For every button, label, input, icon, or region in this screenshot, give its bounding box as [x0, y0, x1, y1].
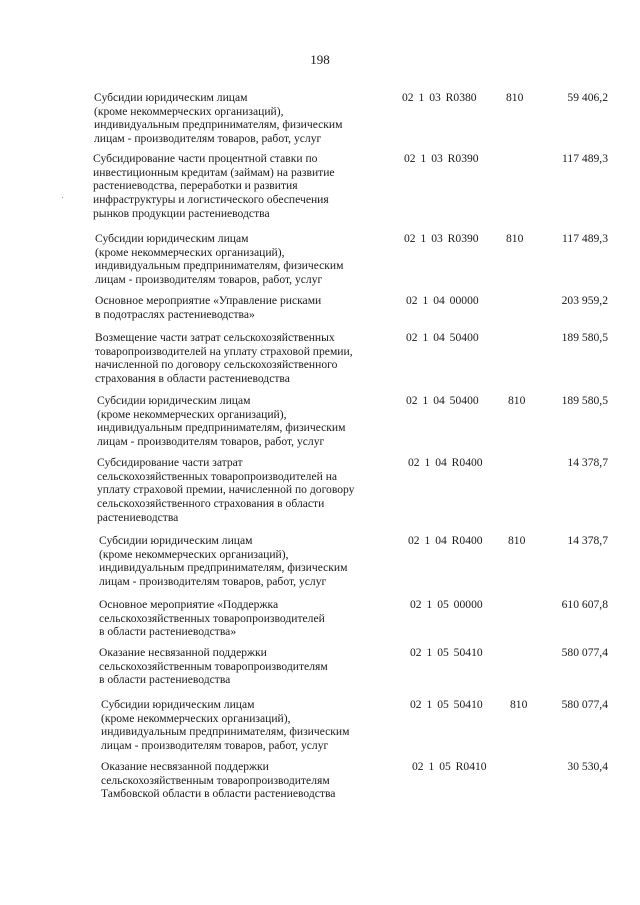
row-name-line: (кроме некоммерческих организаций), — [94, 104, 284, 118]
row-sum: 117 489,3 — [562, 232, 608, 245]
row-sum: 59 406,2 — [567, 91, 608, 104]
row-name-line: индивидуальным предпринимателям, физическим — [99, 561, 348, 575]
row-name-line: (кроме некоммерческих организаций), — [101, 711, 291, 725]
row-name — [101, 760, 401, 801]
row-sum: 610 607,8 — [561, 598, 608, 611]
row-name-line: Субсидии юридическим лицам — [97, 394, 251, 407]
row-code: 02 1 03 R0390 — [404, 232, 479, 245]
row-code: 02 1 05 50410 — [410, 698, 483, 711]
row-sum: 580 077,4 — [561, 646, 608, 659]
row-kvr: 810 — [508, 534, 526, 547]
row-name-line: Субсидии юридическим лицам — [95, 232, 249, 245]
row-name-line: сельскохозяйственным товаропроизводителям — [99, 659, 328, 673]
row-name-line: рынков продукции растениеводства — [93, 206, 270, 220]
row-code: 02 1 05 00000 — [410, 598, 483, 611]
row-name-line: Субсидии юридическим лицам — [99, 534, 253, 547]
row-name-line: растениеводства — [97, 510, 179, 524]
row-name — [97, 394, 397, 449]
row-name-line: в подотраслях растениеводства» — [95, 307, 255, 321]
row-name-line: растениеводства, переработки и развития — [93, 179, 298, 193]
row-name-line: индивидуальным предпринимателям, физическим — [95, 259, 344, 273]
row-code: 02 1 05 R0410 — [412, 760, 487, 773]
row-name-line: (кроме некоммерческих организаций), — [99, 547, 289, 561]
row-name-line: лицам - производителям товаров, работ, услуг — [99, 575, 327, 589]
row-code: 02 1 03 R0390 — [404, 152, 479, 165]
row-name-line: Возмещение части затрат сельскохозяйственных — [95, 331, 335, 344]
row-sum: 117 489,3 — [562, 152, 608, 165]
row-code: 02 1 04 50400 — [406, 331, 479, 344]
row-name-line: Субсидирование части процентной ставки по — [93, 152, 318, 165]
row-kvr: 810 — [506, 232, 524, 245]
row-name — [99, 598, 399, 639]
row-name — [94, 91, 394, 146]
row-sum: 580 077,4 — [561, 698, 608, 711]
row-code: 02 1 04 00000 — [406, 294, 479, 307]
row-name — [95, 232, 395, 287]
row-name-line: (кроме некоммерческих организаций), — [97, 407, 287, 421]
row-name — [95, 294, 395, 321]
row-name-line: инфраструктуры и логистического обеспечения — [93, 193, 329, 207]
row-sum: 189 580,5 — [561, 331, 608, 344]
row-name-line: начисленной по договору сельскохозяйственного — [95, 358, 338, 372]
row-name-line: Оказание несвязанной поддержки — [101, 760, 269, 773]
row-name — [99, 646, 399, 687]
row-name-line: лицам - производителям товаров, работ, услуг — [94, 132, 322, 146]
row-kvr: 810 — [510, 698, 528, 711]
row-code: 02 1 03 R0380 — [402, 91, 477, 104]
row-name — [97, 456, 397, 525]
row-name-line: Субсидии юридическим лицам — [94, 91, 248, 104]
row-name-line: Оказание несвязанной поддержки — [99, 646, 267, 659]
row-sum: 14 378,7 — [567, 456, 608, 469]
row-name-line: уплату страховой премии, начисленной по договору — [97, 483, 355, 497]
row-name-line: индивидуальным предпринимателям, физическим — [101, 725, 350, 739]
row-name-line: лицам - производителям товаров, работ, услуг — [101, 739, 329, 753]
row-sum: 189 580,5 — [561, 394, 608, 407]
row-name-line: лицам - производителям товаров, работ, услуг — [95, 273, 323, 287]
row-name-line: сельскохозяйственным товаропроизводителям — [101, 773, 330, 787]
row-name-line: Основное мероприятие «Поддержка — [99, 598, 279, 611]
row-kvr: 810 — [508, 394, 526, 407]
row-name-line: страхования в области растениеводства — [95, 372, 290, 386]
row-name-line: индивидуальным предпринимателям, физическим — [94, 118, 343, 132]
row-code: 02 1 04 50400 — [406, 394, 479, 407]
row-code: 02 1 04 R0400 — [408, 456, 483, 469]
row-name-line: товаропроизводителей на уплату страховой премии, — [95, 344, 353, 358]
row-name-line: в области растениеводства» — [99, 625, 237, 639]
row-name-line: лицам - производителям товаров, работ, услуг — [97, 435, 325, 449]
row-name — [95, 331, 395, 386]
row-name-line: сельскохозяйственных товаропроизводителей — [99, 611, 325, 625]
row-sum: 203 959,2 — [561, 294, 608, 307]
row-name-line: Основное мероприятие «Управление рисками — [95, 294, 322, 307]
row-name-line: Субсидирование части затрат — [97, 456, 243, 469]
row-name-line: (кроме некоммерческих организаций), — [95, 245, 285, 259]
page-number: 198 — [310, 52, 330, 67]
row-sum: 14 378,7 — [567, 534, 608, 547]
row-name — [93, 152, 393, 221]
row-name — [99, 534, 399, 589]
row-name — [101, 698, 401, 753]
row-name-line: сельскохозяйственных товаропроизводителей на — [97, 469, 338, 483]
row-name-line: сельскохозяйственного страхования в области — [97, 497, 325, 511]
row-name-line: в области растениеводства — [99, 673, 231, 687]
row-code: 02 1 05 50410 — [410, 646, 483, 659]
row-sum: 30 530,4 — [567, 760, 608, 773]
row-name-line: индивидуальным предпринимателям, физическим — [97, 421, 346, 435]
row-code: 02 1 04 R0400 — [408, 534, 483, 547]
row-name-line: инвестиционным кредитам (займам) на развитие — [93, 165, 335, 179]
row-kvr: 810 — [506, 91, 524, 104]
row-name-line: Субсидии юридическим лицам — [101, 698, 255, 711]
row-name-line: Тамбовской области в области растениеводства — [101, 787, 336, 801]
